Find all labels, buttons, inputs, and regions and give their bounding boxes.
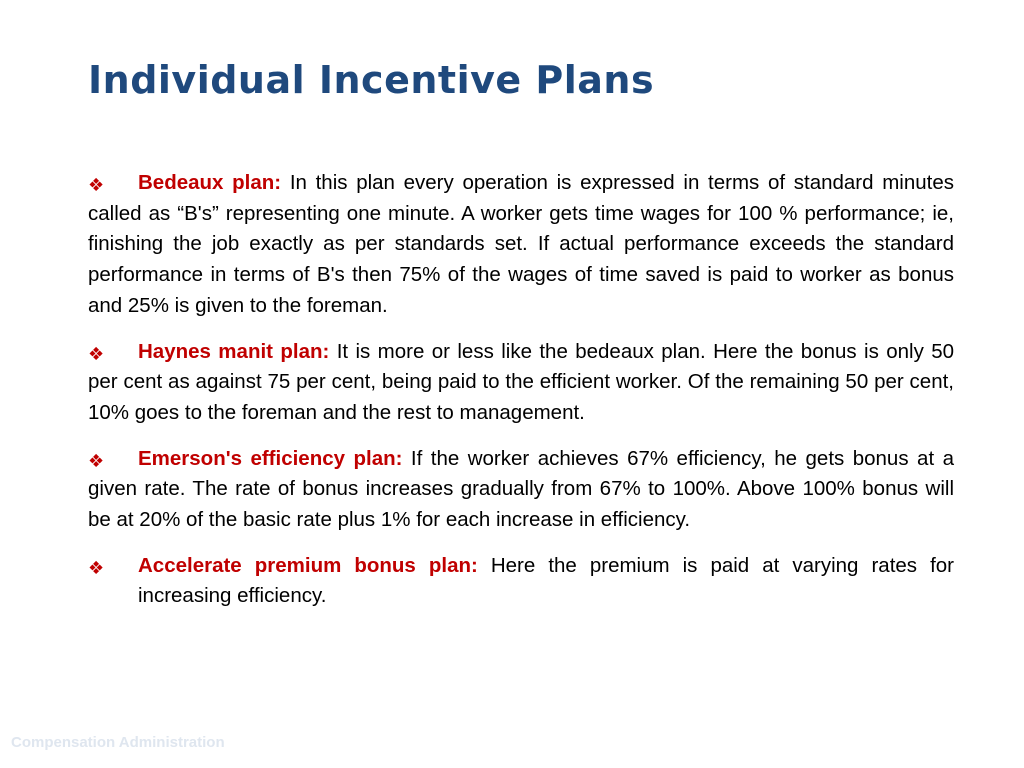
plan-term: Bedeaux plan: [138, 171, 282, 194]
plan-description: In this plan every operation is expressed in terms of standard minutes called as “B's” representing one minute. A worker gets time wages for 100 % performance; ie, finishing the job exactly as per standards set. If actual performance exceeds the standard performance in terms of B's then 75% of the wages of time saved is paid to worker as bonus and 25% is given to the foreman. [88, 171, 954, 317]
plan-term: Emerson's efficiency plan: [138, 446, 403, 470]
bullet-item-emerson-efficiency-plan [88, 444, 954, 536]
diamond-bullet-icon: ❖ [88, 557, 105, 578]
diamond-bullet-icon: ❖ [88, 175, 105, 195]
bullet-item-bedeaux-plan [88, 168, 954, 322]
bullet-list [88, 168, 954, 627]
footer-text: Compensation Administration [11, 734, 225, 751]
plan-description: If the worker achieves 67% efficiency, he gets bonus at a given rate. The rate of bonus increases gradually from 67% to 100%. Above 100% bonus will be at 20% of the basic rate plus 1% for each increase in efficiency. [88, 446, 954, 532]
diamond-bullet-icon: ❖ [88, 450, 105, 471]
slide-title: Individual Incentive Plans [88, 58, 655, 102]
plan-description: Here the premium is paid at varying rates for increasing efficiency. [138, 553, 954, 608]
bullet-item-haynes-manit-plan [88, 337, 954, 429]
plan-term: Accelerate premium bonus plan: [138, 553, 478, 577]
plan-term: Haynes manit plan: [138, 339, 330, 363]
bullet-item-accelerate-premium-bonus-plan [88, 551, 954, 612]
plan-description: It is more or less like the bedeaux plan. Here the bonus is only 50 per cent as against 75 per cent, being paid to the efficient worker. Of the remaining 50 per cent, 10% goes to the foreman and the rest to management. [88, 339, 954, 424]
diamond-bullet-icon: ❖ [88, 343, 105, 364]
